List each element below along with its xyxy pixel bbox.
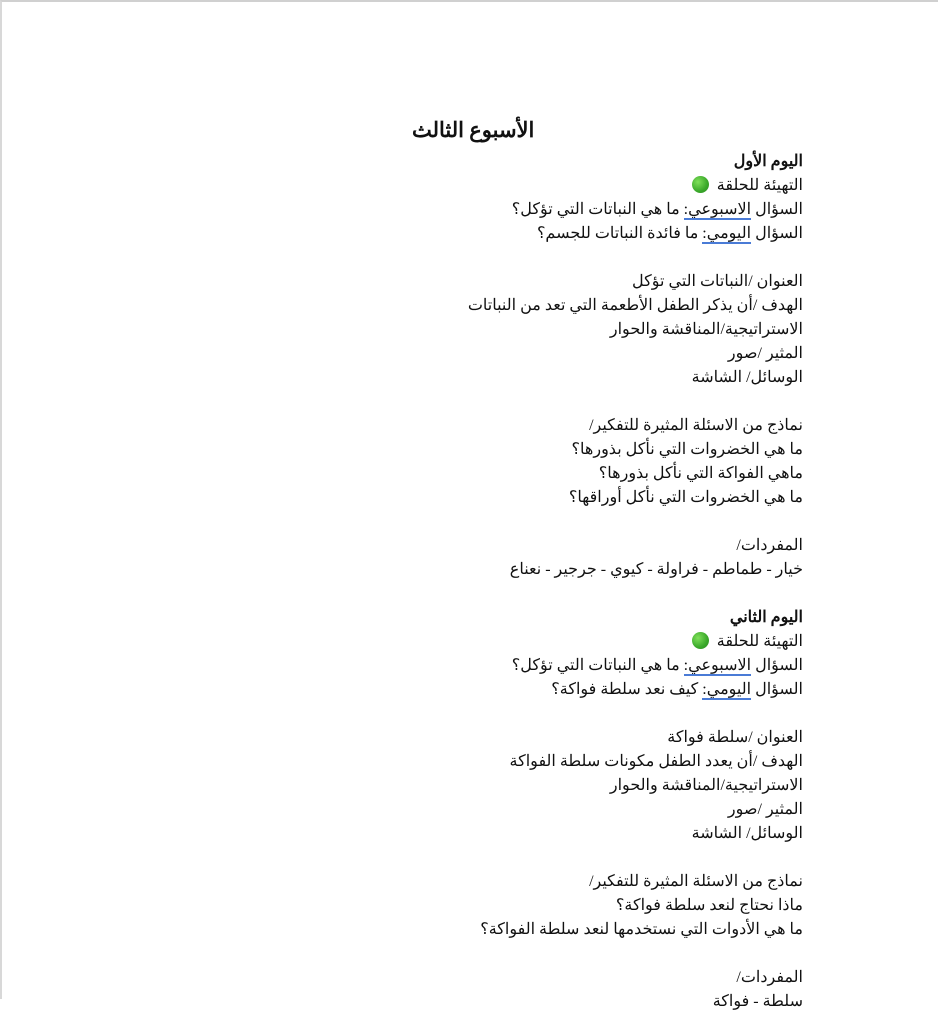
weekly-question-text: ما هي النباتات التي تؤكل؟	[511, 201, 680, 218]
daily-question	[343, 678, 803, 702]
daily-question-label: السؤال	[755, 225, 803, 242]
goal-line: الهدف /أن يعدد الطفل مكونات سلطة الفواكة	[509, 753, 803, 770]
vocab-header: المفردات/	[736, 969, 803, 986]
daily-question-word: اليومي:	[702, 681, 752, 698]
warmup-label: التهيئة للحلقة	[716, 633, 803, 650]
lesson-title-line: العنوان /سلطة فواكة	[667, 729, 803, 746]
daily-question-word: اليومي:	[702, 225, 752, 242]
lesson-title-line: العنوان /النباتات التي تؤكل	[632, 273, 803, 290]
strategy-line: الاستراتيجية/المناقشة والحوار	[609, 321, 803, 338]
goal-line: الهدف /أن يذكر الطفل الأطعمة التي تعد من النباتات	[467, 297, 803, 314]
day-title: اليوم الأول	[733, 153, 803, 170]
question-item: ما هي الخضروات التي نأكل بذورها؟	[571, 441, 803, 458]
warmup-line	[343, 630, 803, 654]
day-section-1	[343, 150, 803, 606]
tools-line: الوسائل/ الشاشة	[691, 825, 803, 842]
weekly-question-text: ما هي النباتات التي تؤكل؟	[511, 657, 680, 674]
warmup-label: التهيئة للحلقة	[716, 177, 803, 194]
stimulus-line: المثير /صور	[727, 801, 803, 818]
daily-question	[343, 222, 803, 246]
weekly-question	[343, 198, 803, 222]
warmup-line	[343, 174, 803, 198]
weekly-question-word: الاسبوعي:	[683, 201, 752, 218]
day-section-2	[343, 606, 803, 1014]
day-title: اليوم الثاني	[729, 609, 803, 626]
weekly-question-label: السؤال	[755, 201, 803, 218]
green-circle-icon	[692, 632, 709, 649]
daily-question-label: السؤال	[755, 681, 803, 698]
weekly-question	[343, 654, 803, 678]
stimulus-line: المثير /صور	[727, 345, 803, 362]
question-item: ما هي الأدوات التي نستخدمها لنعد سلطة الفواكة؟	[480, 921, 803, 938]
questions-header: نماذج من الاسئلة المثيرة للتفكير/	[589, 873, 803, 890]
daily-question-text: ما فائدة النباتات للجسم؟	[536, 225, 699, 242]
document-body	[343, 150, 803, 1014]
page-title: الأسبوع الثالث	[412, 118, 535, 142]
weekly-question-label: السؤال	[755, 657, 803, 674]
daily-question-text: كيف نعد سلطة فواكة؟	[551, 681, 699, 698]
questions-header: نماذج من الاسئلة المثيرة للتفكير/	[589, 417, 803, 434]
question-item: ماهي الفواكة التي نأكل بذورها؟	[598, 465, 803, 482]
tools-line: الوسائل/ الشاشة	[691, 369, 803, 386]
vocab-list: خيار - طماطم - فراولة - كيوي - جرجير - نعناع	[509, 561, 803, 578]
question-item: ما هي الخضروات التي نأكل أوراقها؟	[568, 489, 803, 506]
strategy-line: الاستراتيجية/المناقشة والحوار	[609, 777, 803, 794]
weekly-question-word: الاسبوعي:	[683, 657, 752, 674]
question-item: ماذا نحتاج لنعد سلطة فواكة؟	[615, 897, 803, 914]
vocab-list: سلطة - فواكة	[712, 993, 803, 1010]
green-circle-icon	[692, 176, 709, 193]
vocab-header: المفردات/	[736, 537, 803, 554]
